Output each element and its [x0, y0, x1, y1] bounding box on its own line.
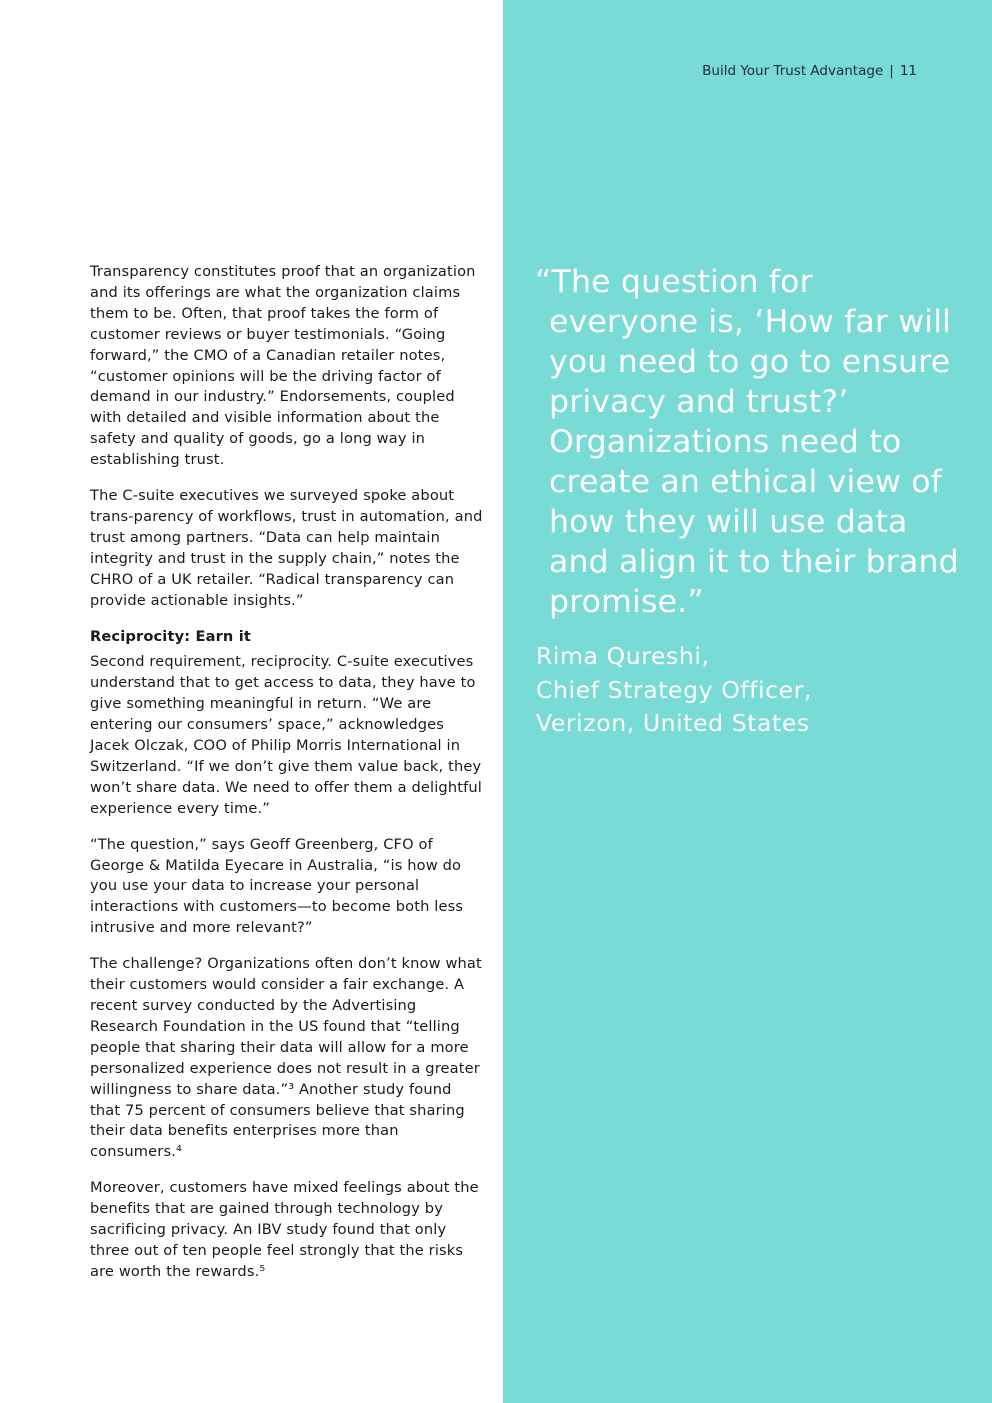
paragraph-reciprocity: Second requirement, reciprocity. C-suite executives understand that to get access to data, they have to give something meaningful in return. “We are entering our consumers’ space,” acknowledges Jacek Olczak, COO of Philip Morris International in Switzerland. “If we don’t give them value back, they won’t share data. We need to offer them a delightful experience every time.” — [90, 653, 482, 817]
paragraph-fair-exchange: The challenge? Organizations often don’t know what their customers would consider a fair exchange. A recent survey conducted by the Advertising Research Foundation in the US found that “telling people that sharing their data will allow for a more personalized experience does not result in a greater willingness to share data.”³ Another study found that 75 percent of consumers believe that sharing their data benefits enterprises more than consumers.⁴ — [90, 955, 482, 1161]
page-number: 11 — [899, 63, 917, 79]
quote-attribution — [536, 640, 812, 741]
section-heading-reciprocity: Reciprocity: Earn it — [90, 627, 251, 645]
article-body — [90, 262, 485, 1298]
attribution-company: Verizon, United States — [536, 709, 810, 737]
pull-quote-panel — [503, 0, 992, 1403]
attribution-name: Rima Qureshi, — [536, 642, 710, 670]
paragraph-greenberg-quote: “The question,” says Geoff Greenberg, CFO of George & Matilda Eyecare in Australia, “is how do you use your data to increase your personal interactions with customers—to become both less intrusive and more relevant?” — [90, 835, 464, 937]
header-separator: | — [889, 63, 894, 79]
paragraph-mixed-feelings: Moreover, customers have mixed feelings about the benefits that are gained through technology by sacrificing privacy. An IBV study found that only three out of ten people feel strongly that the risks are worth the rewards.⁵ — [90, 1179, 479, 1280]
attribution-title: Chief Strategy Officer, — [536, 675, 813, 704]
header-title: Build Your Trust Advantage — [702, 63, 884, 79]
page-header — [702, 61, 917, 81]
pull-quote-text: “The question for everyone is, ‘How far will you need to go to ensure privacy and trust?’ Organizations need to create an ethical view of how they will use data and align it to their brand promise.” — [535, 264, 959, 620]
paragraph-transparency: Transparency constitutes proof that an organization and its offerings are what the organization claims them to be. Often, that proof takes the form of customer reviews or buyer testimonials. “Going forward,” the CMO of a Canadian retailer notes, “customer opinions will be the driving factor of demand in our industry.” Endorsements, coupled with detailed and visible information about the safety and quality of goods, go a long way in establishing trust. — [90, 263, 476, 469]
paragraph-csuite-transparency: The C-suite executives we surveyed spoke about trans-parency of workflows, trust in automation, and trust among partners. “Data can help maintain integrity and trust in the supply chain,” notes the CHRO of a UK retailer. “Radical transparency can provide actionable insights.” — [90, 487, 483, 609]
